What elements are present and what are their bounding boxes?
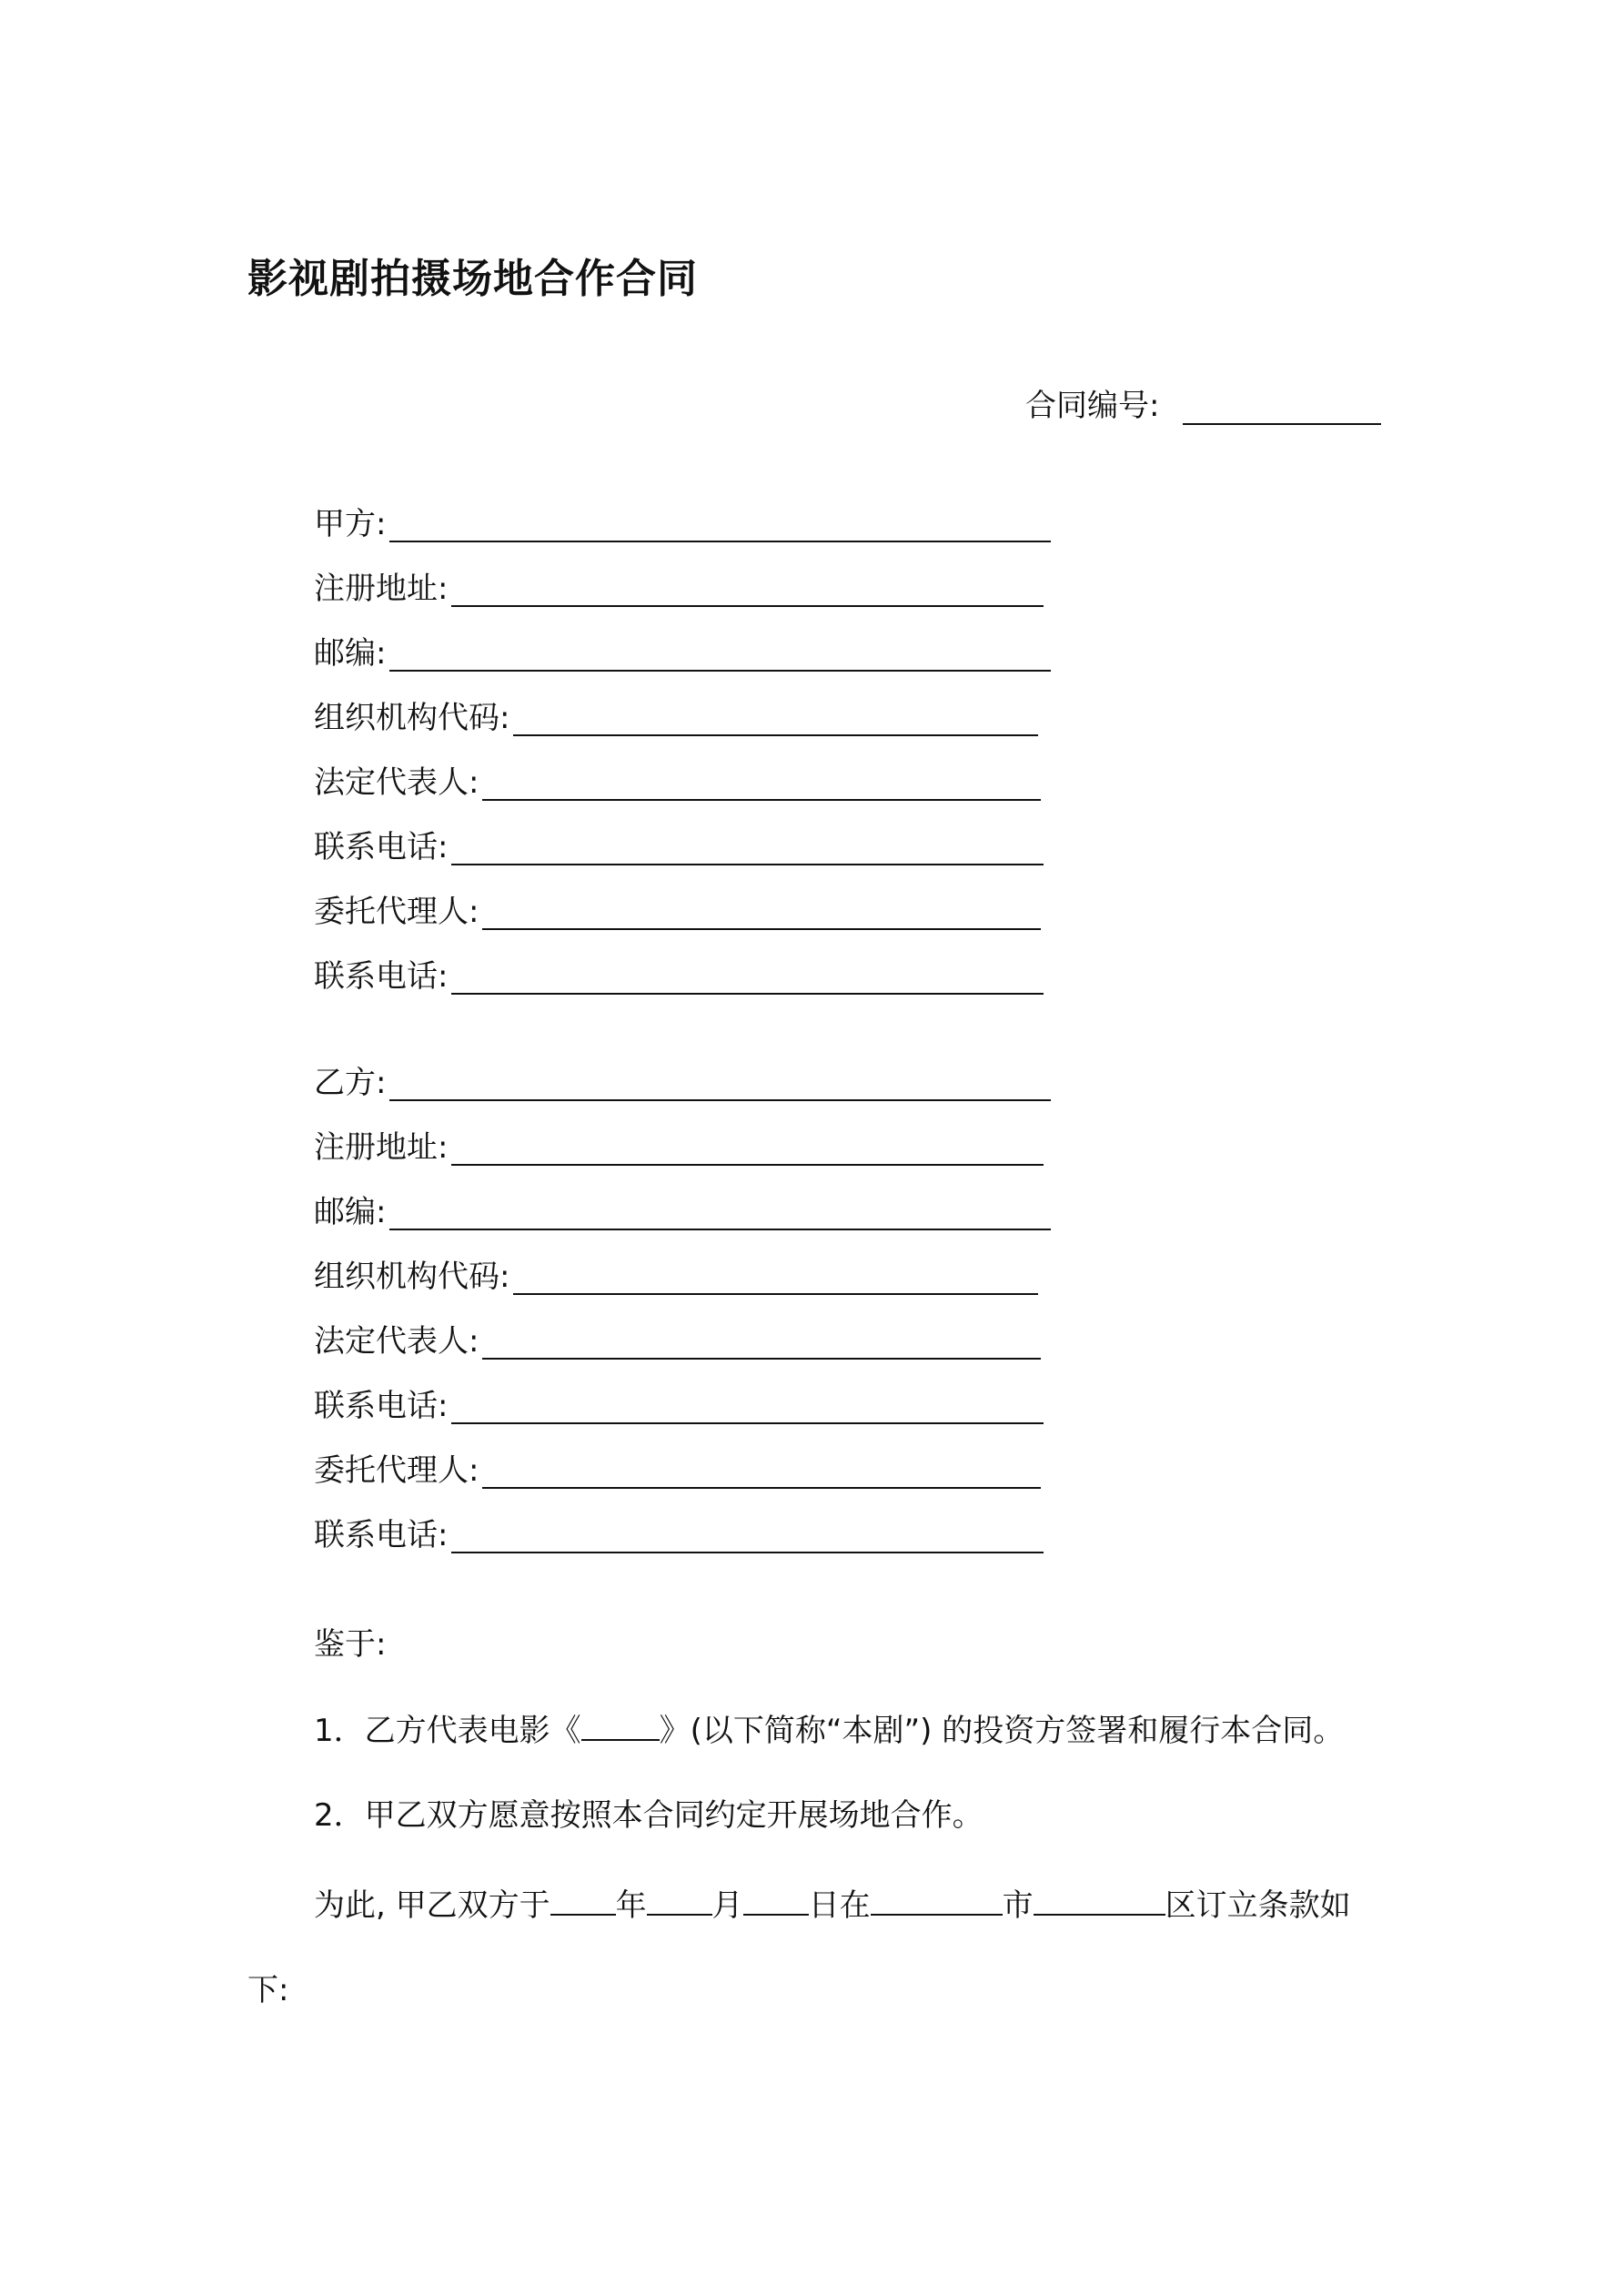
- party-a-legal-rep-field: [314, 757, 1041, 801]
- party-a-org-code-field: [314, 693, 1038, 736]
- whereas-heading: 鉴于:: [314, 1626, 387, 1663]
- party-a-postcode-label: 邮编:: [314, 635, 387, 672]
- day-label: 日在: [808, 1887, 871, 1924]
- document-title: 影视剧拍摄场地合作合同: [247, 256, 698, 302]
- party-a-postcode-field: [314, 628, 1051, 672]
- contract-number-blank[interactable]: [1183, 392, 1381, 425]
- party-a-org-code-label: 组织机构代码:: [314, 700, 510, 736]
- party-b-address-blank[interactable]: [451, 1131, 1044, 1166]
- party-b-agent-field: [314, 1445, 1041, 1489]
- city-blank[interactable]: [871, 1883, 1003, 1916]
- recital-item-1-suffix: 》(以下简称“本剧”) 的投资方签署和履行本合同。: [659, 1713, 1345, 1749]
- party-a-agent-phone-label: 联系电话:: [314, 958, 449, 995]
- party-b-agent-phone-blank[interactable]: [451, 1519, 1044, 1553]
- recital-item-2: 2．甲乙双方愿意按照本合同约定开展场地合作。: [314, 1797, 983, 1834]
- party-b-legal-rep-blank[interactable]: [482, 1325, 1041, 1360]
- party-b-org-code-field: [314, 1251, 1038, 1295]
- day-blank[interactable]: [743, 1883, 809, 1916]
- party-a-address-blank[interactable]: [451, 572, 1044, 607]
- party-a-address-field: [314, 563, 1044, 607]
- party-a-name-field: [314, 499, 1051, 542]
- recital-item-1: [314, 1708, 1344, 1751]
- party-a-name-label: 甲方:: [314, 506, 387, 542]
- party-b-postcode-blank[interactable]: [389, 1196, 1051, 1230]
- party-a-legal-rep-label: 法定代表人:: [314, 764, 479, 801]
- year-label: 年: [615, 1887, 647, 1924]
- party-a-agent-label: 委托代理人:: [314, 894, 479, 930]
- district-blank[interactable]: [1034, 1883, 1165, 1916]
- film-title-blank[interactable]: [581, 1708, 660, 1741]
- party-a-agent-field: [314, 886, 1041, 930]
- party-b-agent-phone-field: [314, 1510, 1044, 1553]
- party-a-legal-rep-blank[interactable]: [482, 766, 1041, 801]
- party-a-phone-blank[interactable]: [451, 831, 1044, 865]
- party-b-legal-rep-label: 法定代表人:: [314, 1323, 479, 1360]
- month-blank[interactable]: [647, 1883, 712, 1916]
- party-b-phone-field: [314, 1381, 1044, 1424]
- party-a-org-code-blank[interactable]: [513, 702, 1038, 736]
- year-blank[interactable]: [550, 1883, 616, 1916]
- conclusion-end: 下:: [247, 1972, 289, 2008]
- party-b-postcode-field: [314, 1187, 1051, 1230]
- party-b-name-field: [314, 1057, 1051, 1101]
- district-label: 区订立条款如: [1165, 1887, 1351, 1924]
- party-a-address-label: 注册地址:: [314, 571, 449, 607]
- party-a-postcode-blank[interactable]: [389, 637, 1051, 672]
- conclusion-line: [314, 1883, 1351, 1926]
- party-b-phone-label: 联系电话:: [314, 1388, 449, 1424]
- party-a-agent-blank[interactable]: [482, 895, 1041, 930]
- party-b-address-field: [314, 1122, 1044, 1166]
- contract-number-label: 合同编号:: [1025, 388, 1160, 424]
- contract-number: [1025, 380, 1381, 425]
- party-b-name-label: 乙方:: [314, 1065, 387, 1101]
- party-a-phone-field: [314, 822, 1044, 865]
- party-b-agent-blank[interactable]: [482, 1454, 1041, 1489]
- month-label: 月: [711, 1887, 743, 1924]
- party-a-agent-phone-field: [314, 951, 1044, 995]
- party-b-address-label: 注册地址:: [314, 1129, 449, 1166]
- party-b-org-code-label: 组织机构代码:: [314, 1259, 510, 1295]
- party-b-org-code-blank[interactable]: [513, 1260, 1038, 1295]
- party-b-name-blank[interactable]: [389, 1067, 1051, 1101]
- party-b-phone-blank[interactable]: [451, 1390, 1044, 1424]
- party-b-legal-rep-field: [314, 1316, 1041, 1360]
- party-a-phone-label: 联系电话:: [314, 829, 449, 865]
- recital-item-1-prefix: 1．乙方代表电影《: [314, 1713, 581, 1749]
- party-a-agent-phone-blank[interactable]: [451, 960, 1044, 995]
- party-a-name-blank[interactable]: [389, 508, 1051, 542]
- party-b-agent-phone-label: 联系电话:: [314, 1517, 449, 1553]
- conclusion-start: 为此, 甲乙双方于: [314, 1887, 550, 1924]
- city-label: 市: [1002, 1887, 1034, 1924]
- party-b-postcode-label: 邮编:: [314, 1194, 387, 1230]
- party-b-agent-label: 委托代理人:: [314, 1452, 479, 1489]
